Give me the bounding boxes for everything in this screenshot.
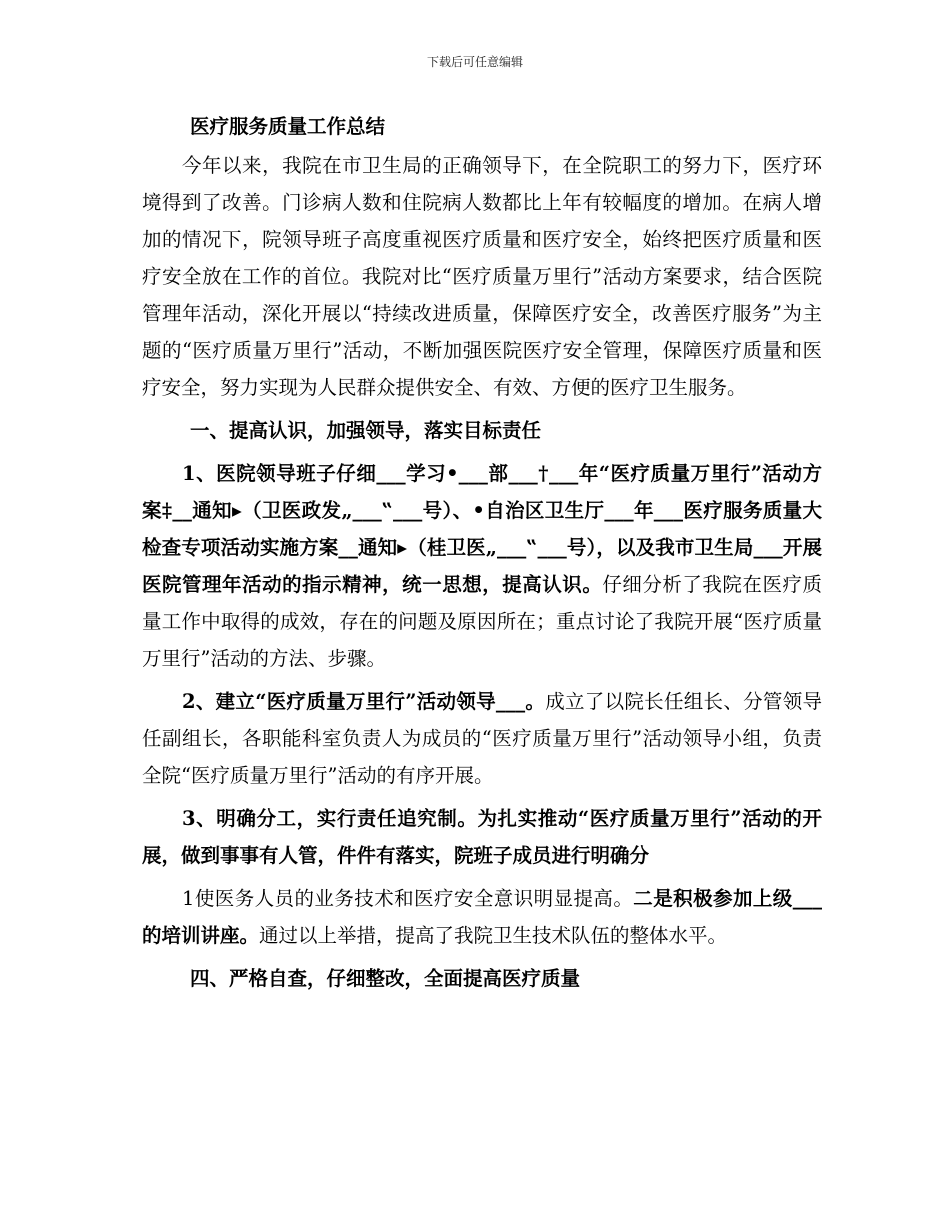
intro-paragraph: 今年以来，我院在市卫生局的正确领导下，在全院职工的努力下，医疗环境得到了改善。门诊病人数和住院病人数都比上年有较幅度的增加。在病人增加的情况下，院领导班子高度重视医疗质量和医疗安全，始终把医疗质量和医疗安全放在工作的首位。我院对比“医疗质量万里行”活动方案要求，结合医院管理年活动，深化开展以“持续改进质量，保障医疗安全，改善医疗服务”为主题的“医疗质量万里行”活动，不断加强医院医疗安全管理，保障医疗质量和医疗安全，努力实现为人民群众提供安全、有效、方便的医疗卫生服务。	[142, 154, 822, 399]
item-1-text: 仔细分析了我院在医疗质量工作中取得的成效，存在的问题及原因所在；重点讨论了我院开展“医疗质量万里行”活动的方法、步骤。	[142, 573, 822, 670]
fragment-text-2: 通过以上举措，提高了我院卫生技术队伍的整体水平。	[259, 924, 728, 947]
item-1-bold-text: 1、医院领导班子仔细___学习•___部___†___年“医疗质量万里行”活动方案‡__通知▸（卫医政发„___‟___号）、•自治区卫生厅___年___医疗服务质量大检查专项活动实施方案__通知▸（桂卫医„___‟___号），以及我市卫生局___开展医院管理年活动的指示精神，统一思想，提高认识。	[142, 462, 822, 596]
document-body	[142, 108, 822, 997]
page-header: 下载后可任意编辑	[426, 55, 523, 69]
fragment-text-1: 1使医务人员的业务技术和医疗安全意识明显提高。	[182, 887, 634, 910]
fragment-bold-text: 二是积极参加上级___的培训讲座。	[142, 887, 822, 947]
item-2-paragraph	[142, 683, 822, 794]
item-2-bold-text: 2、建立“医疗质量万里行”活动领导___。	[182, 690, 546, 713]
item-3-paragraph: 3、明确分工，实行责任追究制。为扎实推动“医疗质量万里行”活动的开展，做到事事有人管，件件有落实，院班子成员进行明确分	[142, 807, 822, 867]
document-title: 医疗服务质量工作总结	[190, 115, 386, 138]
section-heading-4: 四、严格自查，仔细整改，全面提高医疗质量	[190, 967, 581, 990]
fragment-paragraph	[142, 880, 822, 954]
item-2-text: 成立了以院长任组长、分管领导任副组长，各职能科室负责人为成员的“医疗质量万里行”活动领导小组，负责全院“医疗质量万里行”活动的有序开展。	[142, 690, 822, 787]
item-1-paragraph	[142, 455, 822, 677]
section-heading-1: 一、提高认识，加强领导，落实目标责任	[190, 419, 542, 442]
